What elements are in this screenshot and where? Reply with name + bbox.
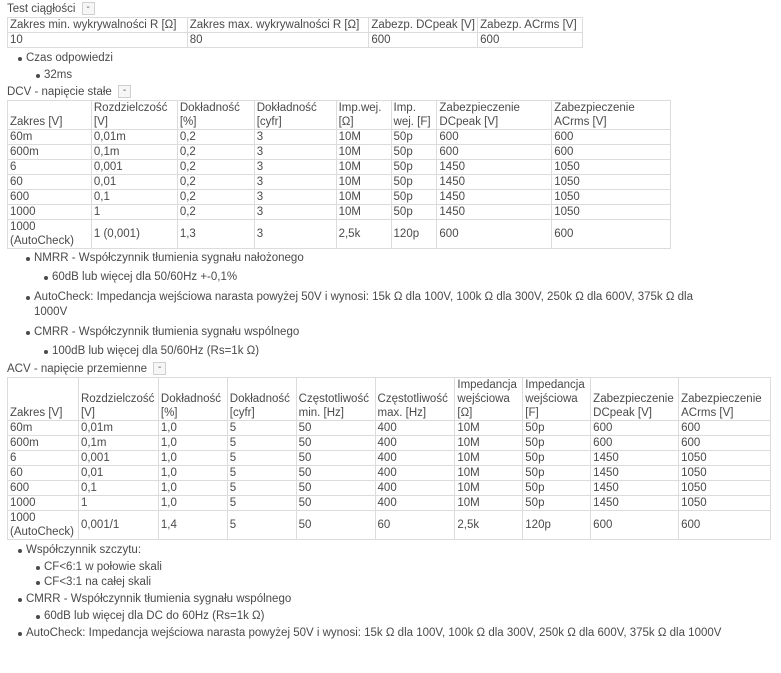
table-cell: 600 [437,220,552,249]
note-subitem: 60dB lub więcej dla 50/60Hz +-0,1% [52,270,694,285]
table-cell: 1450 [437,205,552,220]
table-row [8,205,671,220]
table-cell: 3 [254,145,336,160]
table-cell: 10M [455,421,523,436]
column-header: Zakres min. wykrywalności R [Ω] [8,18,188,33]
continuity-collapse-toggle[interactable]: - [82,2,95,15]
table-cell: 1 (0,001) [91,220,177,249]
table-cell: 1,4 [158,511,227,540]
table-cell: 0,1 [78,481,158,496]
note-subitem: CF<6:1 w połowie skali [44,560,781,575]
table-cell: 600 [552,130,671,145]
table-cell: 1450 [591,451,679,466]
table-cell: 10M [455,481,523,496]
table-cell: 0,001 [78,451,158,466]
note-text: AutoCheck: Impedancja wejściowa narasta powyżej 50V i wynosi: 15k Ω dla 100V, 100k Ω dla 300V, 250k Ω dla 600V, 375k Ω dla 1000V [26,627,722,639]
table-cell: 400 [375,451,455,466]
table-cell: 0,01m [91,130,177,145]
table-cell: 60 [8,466,79,481]
table-cell: 1050 [679,481,771,496]
table-cell: 1450 [437,190,552,205]
table-cell: 50p [523,481,591,496]
table-row [8,160,671,175]
note-text: Czas odpowiedzi [26,52,113,64]
note-sublist [26,68,781,83]
table-cell: 0,1m [91,145,177,160]
table-cell: 10 [8,33,188,48]
table-cell: 0,2 [177,205,254,220]
note-text: AutoCheck: Impedancja wejściowa narasta powyżej 50V i wynosi: 15k Ω dla 100V, 100k Ω dla 300V, 250k Ω dla 600V, 375k Ω dla 1000V [34,291,693,318]
table-cell: 1050 [552,175,671,190]
table-cell: 600 [437,130,552,145]
table-cell: 1,0 [158,466,227,481]
table-cell: 3 [254,130,336,145]
column-header: Dokładność [%] [177,101,254,130]
table-cell: 600 [437,145,552,160]
column-header: Rozdzielczość [V] [91,101,177,130]
table-cell: 50p [523,421,591,436]
table-cell: 10M [455,466,523,481]
table-cell: 5 [227,451,296,466]
table-cell: 0,01 [91,175,177,190]
table-cell: 60 [8,175,92,190]
table-cell: 50p [391,175,437,190]
table-cell: 1050 [679,466,771,481]
table-cell: 50 [296,511,375,540]
column-header: Impedancja wejściowa [Ω] [455,378,523,421]
table-cell: 10M [455,436,523,451]
table-row [8,130,671,145]
table-cell: 50p [523,496,591,511]
table-cell: 120p [523,511,591,540]
table-cell: 0,001/1 [78,511,158,540]
note-subitem: CF<3:1 na całej skali [44,575,781,590]
dcv-section-heading [7,85,781,100]
table-cell: 600 [679,421,771,436]
note-sublist [26,560,781,590]
table-cell: 50p [523,451,591,466]
continuity-table [7,17,583,48]
acv-table [7,377,771,540]
table-cell: 1050 [552,190,671,205]
table-cell: 1050 [679,496,771,511]
table-cell: 3 [254,175,336,190]
table-cell: 50p [391,130,437,145]
table-row [8,466,771,481]
note-sublist [26,609,781,624]
dcv-table [7,100,671,249]
table-cell: 0,1 [91,190,177,205]
table-row [8,145,671,160]
table-cell: 0,2 [177,175,254,190]
table-row [8,190,671,205]
table-cell: 5 [227,466,296,481]
column-header: Dokładność [cyfr] [254,101,336,130]
column-header: Rozdzielczość [V] [78,378,158,421]
table-cell: 400 [375,421,455,436]
table-cell: 0,2 [177,145,254,160]
table-cell: 5 [227,436,296,451]
note-item [34,325,694,359]
table-row [8,175,671,190]
table-cell: 0,01 [78,466,158,481]
table-row [8,481,771,496]
column-header: Zabezp. DCpeak [V] [369,18,478,33]
note-item [34,290,694,320]
table-cell: 0,001 [91,160,177,175]
table-cell: 50 [296,481,375,496]
table-cell: 600 [679,436,771,451]
table-cell: 0,01m [78,421,158,436]
acv-notes-list [13,543,781,641]
acv-title: ACV - napięcie przemienne [7,363,147,375]
table-cell: 1450 [591,496,679,511]
table-cell: 10M [336,175,391,190]
table-row [8,220,671,249]
column-header: Zakres [V] [8,378,79,421]
table-cell: 5 [227,496,296,511]
table-cell: 600 [679,511,771,540]
table-cell: 10M [455,451,523,466]
table-cell: 10M [336,145,391,160]
table-cell: 600 [8,190,92,205]
table-row [8,511,771,540]
table-cell: 0,2 [177,160,254,175]
column-header: Imp. wej. [F] [391,101,437,130]
column-header: Dokładność [%] [158,378,227,421]
table-cell: 0,2 [177,130,254,145]
table-cell: 1,3 [177,220,254,249]
table-cell: 1050 [552,160,671,175]
table-cell: 50p [391,160,437,175]
table-cell: 10M [336,205,391,220]
note-text: NMRR - Współczynnik tłumienia sygnału nałożonego [34,252,304,264]
table-cell: 600 [369,33,478,48]
note-item [26,592,781,624]
note-text: Współczynnik szczytu: [26,544,142,556]
table-header-row [8,18,583,33]
table-cell: 600 [478,33,583,48]
note-item [34,251,694,285]
table-cell: 1000 (AutoCheck) [8,220,92,249]
column-header: Zabezpieczenie ACrms [V] [552,101,671,130]
table-row [8,496,771,511]
table-cell: 60m [8,130,92,145]
table-cell: 600m [8,436,79,451]
table-cell: 50p [523,436,591,451]
table-cell: 1450 [437,160,552,175]
table-cell: 1000 (AutoCheck) [8,511,79,540]
column-header: Częstotliwość max. [Hz] [375,378,455,421]
note-subitem: 100dB lub więcej dla 50/60Hz (Rs=1k Ω) [52,344,694,359]
acv-section-heading [7,362,781,377]
table-cell: 1050 [552,205,671,220]
table-cell: 120p [391,220,437,249]
note-text: CMRR - Współczynnik tłumienia sygnału wspólnego [34,326,300,338]
note-item [26,626,781,641]
table-cell: 5 [227,511,296,540]
note-subitem: 32ms [44,68,781,83]
continuity-section-heading [7,2,781,17]
table-cell: 600 [552,220,671,249]
table-cell: 1450 [437,175,552,190]
table-cell: 0,2 [177,190,254,205]
table-cell: 400 [375,481,455,496]
column-header: Zakres max. wykrywalności R [Ω] [187,18,369,33]
table-cell: 600 [591,421,679,436]
table-cell: 3 [254,220,336,249]
table-cell: 600 [8,481,79,496]
table-cell: 1000 [8,205,92,220]
note-text: CMRR - Współczynnik tłumienia sygnału wspólnego [26,593,292,605]
table-cell: 50 [296,436,375,451]
table-cell: 600 [552,145,671,160]
table-cell: 50 [296,421,375,436]
table-row [8,33,583,48]
table-cell: 1050 [679,451,771,466]
table-cell: 1 [78,496,158,511]
table-cell: 1,0 [158,436,227,451]
acv-collapse-toggle[interactable]: - [153,362,166,375]
column-header: Zabezpieczenie DCpeak [V] [437,101,552,130]
dcv-notes-list [21,251,694,359]
table-cell: 50 [296,466,375,481]
note-sublist [34,344,694,359]
dcv-title: DCV - napięcie stałe [7,86,112,98]
table-cell: 6 [8,451,79,466]
table-cell: 0,1m [78,436,158,451]
table-cell: 3 [254,205,336,220]
column-header: Impedancja wejściowa [F] [523,378,591,421]
table-cell: 60m [8,421,79,436]
table-header-row [8,378,771,421]
table-cell: 2,5k [336,220,391,249]
table-cell: 50p [391,190,437,205]
table-cell: 1 [91,205,177,220]
table-cell: 2,5k [455,511,523,540]
note-subitem: 60dB lub więcej dla DC do 60Hz (Rs=1k Ω) [44,609,781,624]
column-header: Zakres [V] [8,101,92,130]
table-cell: 600 [591,511,679,540]
table-cell: 10M [336,160,391,175]
table-cell: 3 [254,160,336,175]
table-cell: 1,0 [158,481,227,496]
table-cell: 400 [375,496,455,511]
table-cell: 400 [375,436,455,451]
table-cell: 5 [227,421,296,436]
table-cell: 50p [391,145,437,160]
table-cell: 6 [8,160,92,175]
note-sublist [34,270,694,285]
table-row [8,451,771,466]
dcv-collapse-toggle[interactable]: - [118,85,131,98]
note-item [26,543,781,590]
column-header: Częstotliwość min. [Hz] [296,378,375,421]
table-cell: 10M [336,190,391,205]
table-cell: 50 [296,496,375,511]
table-cell: 600m [8,145,92,160]
table-cell: 80 [187,33,369,48]
continuity-title: Test ciągłości [7,3,76,15]
table-cell: 50p [391,205,437,220]
column-header: Zabezp. ACrms [V] [478,18,583,33]
table-cell: 50 [296,451,375,466]
table-cell: 50p [523,466,591,481]
note-item [26,51,781,83]
column-header: Imp.wej. [Ω] [336,101,391,130]
table-cell: 1450 [591,481,679,496]
table-cell: 3 [254,190,336,205]
column-header: Zabezpieczenie ACrms [V] [679,378,771,421]
table-cell: 1000 [8,496,79,511]
column-header: Zabezpieczenie DCpeak [V] [591,378,679,421]
table-cell: 10M [455,496,523,511]
table-row [8,436,771,451]
table-row [8,421,771,436]
continuity-notes-list [13,51,781,83]
table-header-row [8,101,671,130]
table-cell: 1,0 [158,496,227,511]
column-header: Dokładność [cyfr] [227,378,296,421]
table-cell: 600 [591,436,679,451]
table-cell: 1450 [591,466,679,481]
table-cell: 10M [336,130,391,145]
table-cell: 1,0 [158,421,227,436]
table-cell: 1,0 [158,451,227,466]
table-cell: 5 [227,481,296,496]
table-cell: 60 [375,511,455,540]
table-cell: 400 [375,466,455,481]
